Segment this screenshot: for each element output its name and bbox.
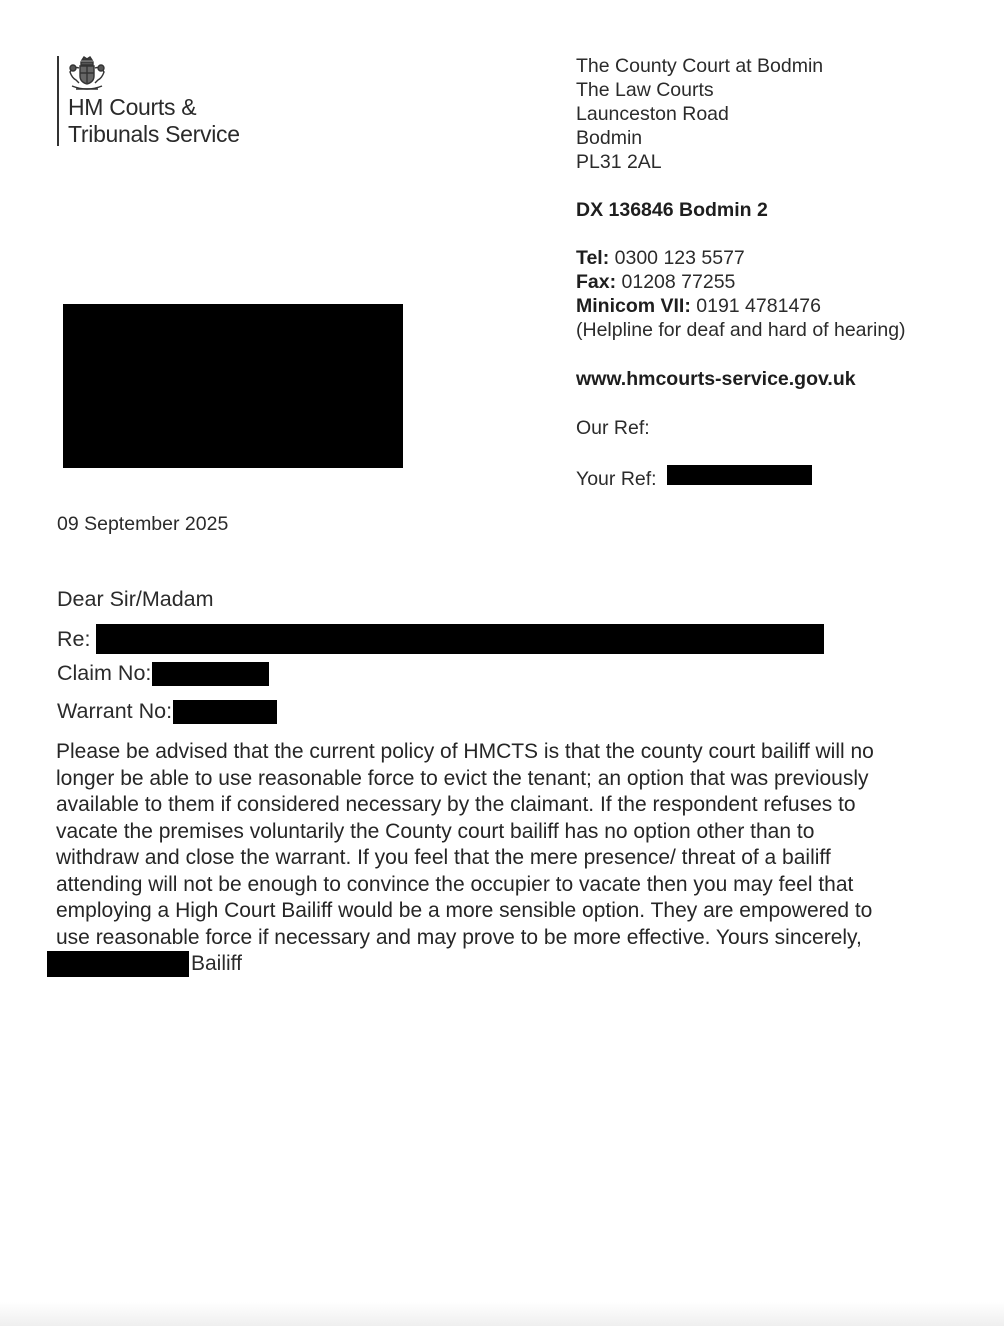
claim-redaction xyxy=(152,662,269,686)
minicom-value: 0191 4781476 xyxy=(690,295,821,317)
tel-line xyxy=(576,246,906,270)
fax-label: Fax: xyxy=(576,271,617,293)
tel-label: Tel: xyxy=(576,247,610,269)
minicom-line xyxy=(576,294,906,318)
signatory-name-redaction xyxy=(47,951,189,977)
recipient-address-redaction xyxy=(63,304,403,468)
address-line-4: Bodmin xyxy=(576,127,643,149)
claim-row xyxy=(57,661,269,686)
address-postcode: PL31 2AL xyxy=(576,151,662,173)
your-ref-redaction xyxy=(667,465,812,485)
body-line: withdraw and close the warrant. If you feel that the mere presence/ threat of a bailiff xyxy=(56,846,831,869)
fax-value: 01208 77255 xyxy=(616,271,736,293)
signature-row xyxy=(47,951,242,977)
dx-number: DX 136846 Bodmin 2 xyxy=(576,199,768,221)
body-line: use reasonable force if necessary and may prove to be more effective. Yours sincerely, xyxy=(56,925,862,949)
letter-body xyxy=(56,739,966,951)
claim-label: Claim No: xyxy=(57,661,152,685)
warrant-row xyxy=(57,699,277,724)
warrant-redaction xyxy=(173,700,277,724)
re-redaction xyxy=(96,624,824,654)
re-row xyxy=(57,624,824,654)
page-bottom-edge xyxy=(0,1302,1004,1326)
logo-text-line-2: Tribunals Service xyxy=(68,121,240,147)
our-ref-label: Our Ref: xyxy=(576,417,650,439)
address-line-2: The Law Courts xyxy=(576,79,714,101)
address-line-3: Launceston Road xyxy=(576,103,729,125)
body-line: vacate the premises voluntarily the County court bailiff has no option other than to xyxy=(56,819,815,843)
your-ref-row xyxy=(576,465,906,491)
body-line: available to them if considered necessary by the claimant. If the respondent refuses to xyxy=(56,793,856,816)
body-line: longer be able to use reasonable force to evict the tenant; an option that was previously xyxy=(56,766,869,790)
court-address-block xyxy=(576,54,906,491)
website-link: www.hmcourts-service.gov.uk xyxy=(576,368,856,390)
body-line: attending will not be enough to convince the occupier to vacate then you may feel that xyxy=(56,872,854,896)
body-line: employing a High Court Bailiff would be a more sensible option. They are empowered to xyxy=(56,899,873,922)
signatory-role: Bailiff xyxy=(191,952,242,975)
helpline-note: (Helpline for deaf and hard of hearing) xyxy=(576,319,906,341)
minicom-label: Minicom VII: xyxy=(576,295,691,317)
warrant-label: Warrant No: xyxy=(57,699,173,723)
logo-text-line-1: HM Courts & xyxy=(68,94,197,120)
fax-line xyxy=(576,270,906,294)
address-line-1: The County Court at Bodmin xyxy=(576,55,824,77)
salutation: Dear Sir/Madam xyxy=(57,587,214,611)
letter-date: 09 September 2025 xyxy=(57,513,229,535)
hmcts-logo xyxy=(57,56,240,146)
royal-crest-icon xyxy=(66,56,108,92)
your-ref-label: Your Ref: xyxy=(576,468,657,490)
tel-value: 0300 123 5577 xyxy=(609,247,745,269)
re-label: Re: xyxy=(57,626,91,651)
body-line: Please be advised that the current policy of HMCTS is that the county court bailiff will no xyxy=(56,740,874,763)
